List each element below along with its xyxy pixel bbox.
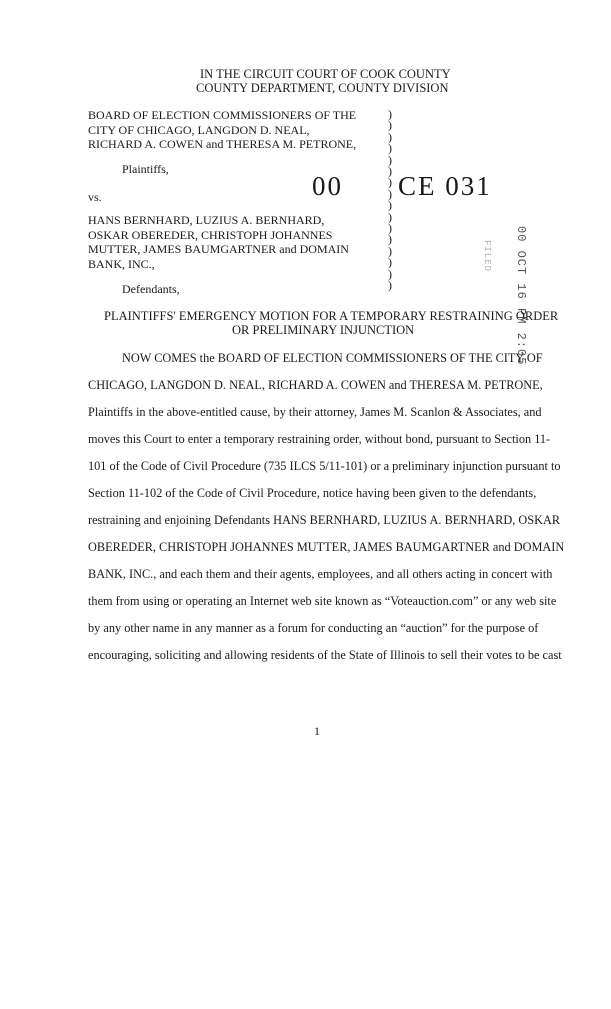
body-line: 101 of the Code of Civil Procedure (735 ILCS 5/11-101) or a preliminary injunction pursuant to (88, 459, 561, 473)
page-number: 1 (314, 724, 320, 738)
motion-title-line2: OR PRELIMINARY INJUNCTION (232, 323, 415, 337)
body-line: encouraging, soliciting and allowing residents of the State of Illinois to sell their votes to be cast (88, 648, 562, 662)
filed-stamp: FILED (482, 240, 492, 273)
caption-paren-column: ) ) ) ) ) ) ) ) ) ) ) ) ) ) ) ) (388, 107, 392, 293)
body-line: NOW COMES the BOARD OF ELECTION COMMISSIONERS OF THE CITY OF (122, 351, 543, 365)
court-division: COUNTY DEPARTMENT, COUNTY DIVISION (196, 81, 449, 95)
body-line: them from using or operating an Internet web site known as “Voteauction.com” or any web site (88, 594, 557, 608)
plaintiffs-block (88, 108, 356, 152)
versus-label: vs. (88, 190, 102, 204)
plaintiff-line: RICHARD A. COWEN and THERESA M. PETRONE, (88, 137, 357, 152)
plaintiffs-role: Plaintiffs, (122, 162, 169, 176)
defendant-line: HANS BERNHARD, LUZIUS A. BERNHARD, (88, 213, 325, 227)
body-line: restraining and enjoining Defendants HANS BERNHARD, LUZIUS A. BERNHARD, OSKAR (88, 513, 561, 527)
body-line: by any other name in any manner as a forum for conducting an “auction” for the purpose of (88, 621, 539, 635)
case-number: CE 031 (398, 171, 492, 201)
court-name: IN THE CIRCUIT COURT OF COOK COUNTY (200, 67, 451, 81)
body-line: OBEREDER, CHRISTOPH JOHANNES MUTTER, JAMES BAUMGARTNER and DOMAIN (88, 540, 565, 554)
body-line: BANK, INC., and each them and their agents, employees, and all others acting in concert with (88, 567, 553, 581)
plaintiff-line: BOARD OF ELECTION COMMISSIONERS OF THE (88, 108, 357, 122)
defendant-line: OSKAR OBEREDER, CHRISTOPH JOHANNES (88, 227, 333, 242)
body-line: CHICAGO, LANGDON D. NEAL, RICHARD A. COWEN and THERESA M. PETRONE, (88, 378, 543, 392)
plaintiff-line: CITY OF CHICAGO, LANGDON D. NEAL, (88, 122, 310, 137)
defendants-block (88, 213, 349, 271)
body-line: Section 11-102 of the Code of Civil Procedure, notice having been given to the defendants, (88, 486, 537, 500)
defendant-line: BANK, INC., (88, 256, 155, 271)
defendants-role: Defendants, (122, 282, 180, 296)
motion-title: PLAINTIFFS' EMERGENCY MOTION FOR A TEMPORARY RESTRAINING ORDER (104, 309, 559, 323)
defendant-line: MUTTER, JAMES BAUMGARTNER and DOMAIN (88, 242, 349, 257)
filing-date-stamp: 00 OCT 16 PM 2:05 (514, 226, 528, 366)
body-line: Plaintiffs in the above-entitled cause, by their attorney, James M. Scanlon & Associates, and (88, 405, 542, 419)
body-line: moves this Court to enter a temporary restraining order, without bond, pursuant to Section 11- (88, 432, 551, 446)
case-number-prefix: 00 (312, 171, 343, 201)
